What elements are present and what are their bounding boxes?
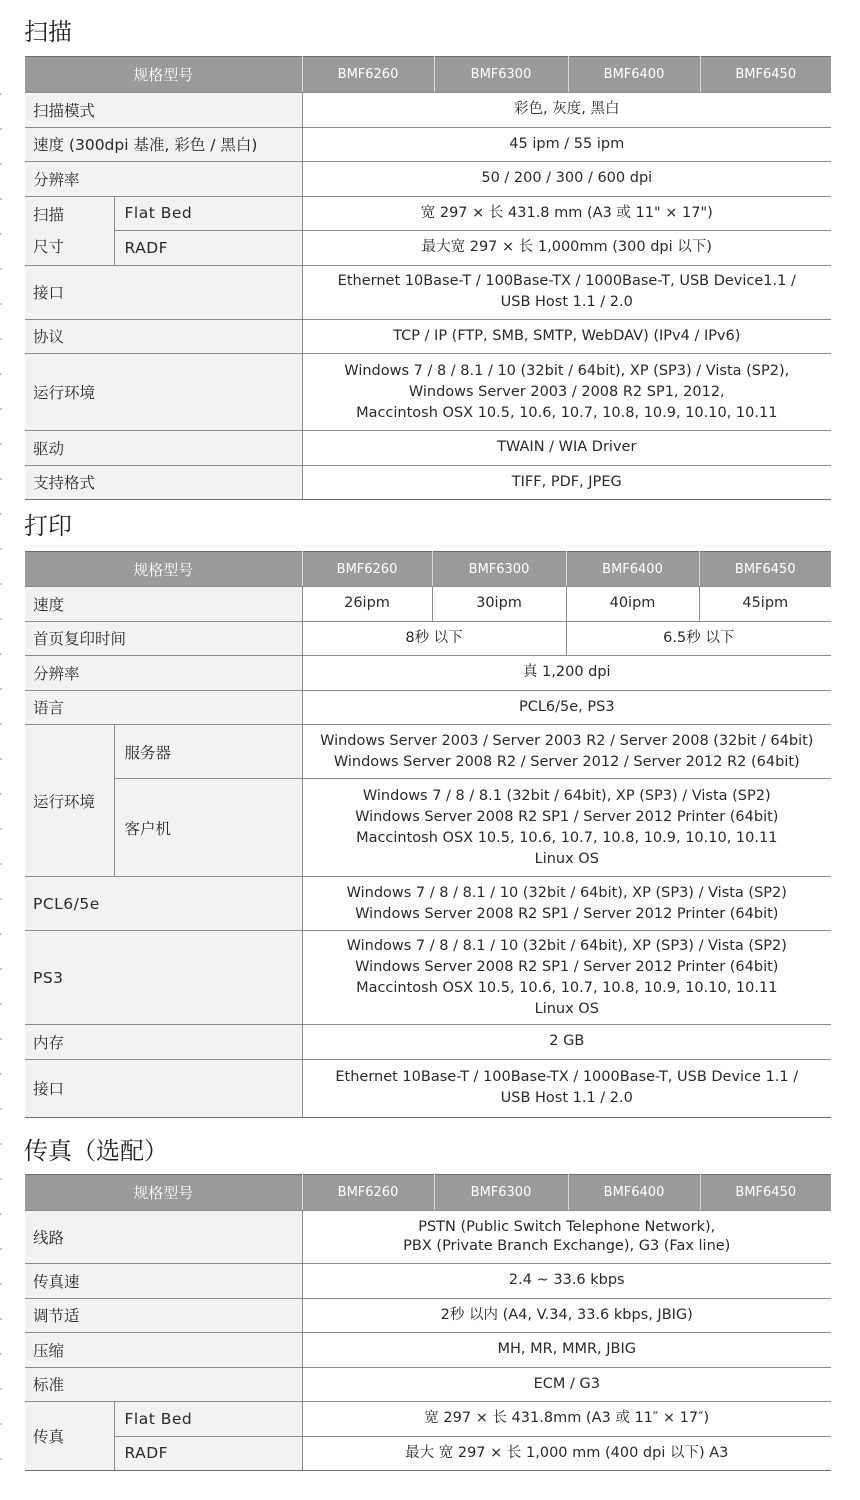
row-value-scan-environment bbox=[302, 354, 831, 431]
model-header-bmf6450: BMF6450 bbox=[700, 1175, 831, 1211]
row-label-scan-formats: 支持格式 bbox=[25, 465, 302, 500]
value-line: Windows Server 2008 R2 SP1 / Server 2012 Printer (64bit) bbox=[355, 905, 779, 922]
table-row bbox=[25, 1264, 831, 1299]
row-label-scan-environment: 运行环境 bbox=[25, 354, 302, 431]
model-header-bmf6300: BMF6300 bbox=[434, 57, 568, 93]
section-title-print: 打印 bbox=[24, 512, 72, 540]
sublabel-client: 客户机 bbox=[114, 779, 302, 877]
row-label-print-interface: 接口 bbox=[25, 1059, 302, 1117]
table-row bbox=[25, 431, 831, 466]
value-line: Linux OS bbox=[534, 850, 599, 867]
row-label-scan-speed: 速度 (300dpi 基准, 彩色 / 黑白) bbox=[25, 127, 302, 162]
row-label-pcl: PCL6/5e bbox=[25, 877, 302, 931]
value-line: Windows 7 / 8 / 8.1 / 10 (32bit / 64bit), XP (SP3) / Vista (SP2) bbox=[346, 884, 787, 901]
scan-spec-table bbox=[25, 56, 831, 500]
spec-model-header: 规格型号 bbox=[25, 1175, 302, 1211]
table-row bbox=[25, 587, 831, 622]
row-value-scan-driver: TWAIN / WIA Driver bbox=[302, 431, 831, 466]
row-value-fax-compression: MH, MR, MMR, JBIG bbox=[302, 1333, 831, 1368]
table-row bbox=[25, 231, 831, 266]
table-row bbox=[25, 1025, 831, 1060]
row-label-scan-size bbox=[25, 196, 114, 265]
value-line: Maccintosh OSX 10.5, 10.6, 10.7, 10.8, 10.9, 10.10, 10.11 bbox=[356, 829, 778, 846]
row-label-fax-modem: 调节适 bbox=[25, 1298, 302, 1333]
row-value-print-server bbox=[302, 725, 831, 779]
table-row bbox=[25, 196, 831, 231]
table-row bbox=[25, 690, 831, 725]
table-row bbox=[25, 1211, 831, 1264]
row-value-scan-formats: TIFF, PDF, JPEG bbox=[302, 465, 831, 500]
value-line: Windows Server 2003 / 2008 R2 SP1, 2012, bbox=[408, 383, 725, 400]
table-row bbox=[25, 162, 831, 197]
scan-size-label-line2: 尺寸 bbox=[33, 237, 65, 256]
value-first-copy-a: 8秒 以下 bbox=[302, 621, 566, 656]
value-line: USB Host 1.1 / 2.0 bbox=[500, 294, 633, 310]
row-value-print-language: PCL6/5e, PS3 bbox=[302, 690, 831, 725]
value-line: Windows Server 2008 R2 SP1 / Server 2012 Printer (64bit) bbox=[355, 808, 779, 825]
row-label-print-language: 语言 bbox=[25, 690, 302, 725]
row-value-scan-protocol: TCP / IP (FTP, SMB, SMTP, WebDAV) (IPv4 / IPv6) bbox=[302, 319, 831, 354]
table-row bbox=[25, 877, 831, 931]
table-row bbox=[25, 93, 831, 128]
row-value-print-resolution: 真 1,200 dpi bbox=[302, 656, 831, 691]
value-line: Ethernet 10Base-T / 100Base-TX / 1000Base-T, USB Device1.1 / bbox=[337, 273, 796, 289]
table-row bbox=[25, 354, 831, 431]
left-margin-ticks bbox=[0, 60, 2, 1460]
sublabel-server: 服务器 bbox=[114, 725, 302, 779]
row-label-scan-mode: 扫描模式 bbox=[25, 93, 302, 128]
row-value-fax-speed: 2.4 ~ 33.6 kbps bbox=[302, 1264, 831, 1299]
table-row bbox=[25, 1298, 831, 1333]
model-header-bmf6300: BMF6300 bbox=[432, 552, 566, 587]
row-value-scan-mode: 彩色, 灰度, 黑白 bbox=[302, 93, 831, 128]
table-row bbox=[25, 725, 831, 779]
model-header-bmf6450: BMF6450 bbox=[699, 552, 831, 587]
row-label-scan-driver: 驱动 bbox=[25, 431, 302, 466]
spec-model-header: 规格型号 bbox=[25, 57, 302, 93]
value-line: Windows 7 / 8 / 8.1 / 10 (32bit / 64bit), XP (SP3) / Vista (SP2), bbox=[344, 362, 790, 379]
table-row bbox=[25, 656, 831, 691]
value-speed-bmf6300: 30ipm bbox=[432, 587, 566, 622]
row-label-print-speed: 速度 bbox=[25, 587, 302, 622]
sublabel-radf: RADF bbox=[114, 1436, 302, 1471]
value-line: Linux OS bbox=[534, 1000, 599, 1017]
row-value-fax-line bbox=[302, 1211, 831, 1264]
row-value-fax-standard: ECM / G3 bbox=[302, 1367, 831, 1402]
row-label-print-environment: 运行环境 bbox=[25, 725, 114, 877]
model-header-bmf6260: BMF6260 bbox=[302, 57, 434, 93]
value-line: Ethernet 10Base-T / 100Base-TX / 1000Base-T, USB Device 1.1 / bbox=[335, 1069, 799, 1085]
print-spec-table bbox=[25, 551, 831, 1118]
table-row bbox=[25, 265, 831, 319]
table-row bbox=[25, 127, 831, 162]
table-row bbox=[25, 1059, 831, 1117]
row-value-scan-radf: 最大宽 297 × 长 1,000mm (300 dpi 以下) bbox=[302, 231, 831, 266]
value-speed-bmf6450: 45ipm bbox=[699, 587, 831, 622]
value-line: Windows Server 2003 / Server 2003 R2 / Server 2008 (32bit / 64bit) bbox=[320, 732, 814, 749]
model-header-bmf6400: BMF6400 bbox=[568, 57, 700, 93]
table-row bbox=[25, 1367, 831, 1402]
row-label-fax-standard: 标准 bbox=[25, 1367, 302, 1402]
table-row bbox=[25, 465, 831, 500]
table-header-row bbox=[25, 57, 831, 93]
row-label-ps3: PS3 bbox=[25, 931, 302, 1025]
table-row bbox=[25, 931, 831, 1025]
section-title-fax: 传真（选配） bbox=[24, 1137, 168, 1165]
row-value-ps3 bbox=[302, 931, 831, 1025]
table-header-row bbox=[25, 552, 831, 587]
table-header-row bbox=[25, 1175, 831, 1211]
model-header-bmf6400: BMF6400 bbox=[568, 1175, 700, 1211]
value-first-copy-b: 6.5秒 以下 bbox=[566, 621, 831, 656]
row-value-scan-resolution: 50 / 200 / 300 / 600 dpi bbox=[302, 162, 831, 197]
sublabel-flatbed: Flat Bed bbox=[114, 1402, 302, 1437]
row-label-memory: 内存 bbox=[25, 1025, 302, 1060]
table-row bbox=[25, 319, 831, 354]
value-line: USB Host 1.1 / 2.0 bbox=[500, 1090, 633, 1106]
row-label-scan-interface: 接口 bbox=[25, 265, 302, 319]
value-line: Maccintosh OSX 10.5, 10.6, 10.7, 10.8, 10.9, 10.10, 10.11 bbox=[356, 979, 778, 996]
value-speed-bmf6260: 26ipm bbox=[302, 587, 432, 622]
row-value-fax-flatbed: 宽 297 × 长 431.8mm (A3 或 11″ × 17″) bbox=[302, 1402, 831, 1437]
row-label-scan-protocol: 协议 bbox=[25, 319, 302, 354]
section-title-scan: 扫描 bbox=[24, 18, 72, 46]
value-line: Windows Server 2008 R2 SP1 / Server 2012 Printer (64bit) bbox=[355, 958, 779, 975]
model-header-bmf6400: BMF6400 bbox=[566, 552, 699, 587]
model-header-bmf6260: BMF6260 bbox=[302, 552, 432, 587]
table-row bbox=[25, 1436, 831, 1471]
model-header-bmf6450: BMF6450 bbox=[700, 57, 831, 93]
value-speed-bmf6400: 40ipm bbox=[566, 587, 699, 622]
value-line: Windows Server 2008 R2 / Server 2012 / Server 2012 R2 (64bit) bbox=[333, 753, 800, 770]
row-label-scan-resolution: 分辨率 bbox=[25, 162, 302, 197]
row-value-scan-flatbed: 宽 297 × 长 431.8 mm (A3 或 11" × 17") bbox=[302, 196, 831, 231]
value-line: Windows 7 / 8 / 8.1 / 10 (32bit / 64bit), XP (SP3) / Vista (SP2) bbox=[346, 937, 787, 954]
row-label-fax-size: 传真 bbox=[25, 1402, 114, 1471]
row-value-print-client bbox=[302, 779, 831, 877]
scan-size-label-line1: 扫描 bbox=[33, 205, 65, 224]
row-value-scan-interface bbox=[302, 265, 831, 319]
value-line: PBX (Private Branch Exchange), G3 (Fax line) bbox=[403, 1238, 731, 1254]
value-line: Windows 7 / 8 / 8.1 (32bit / 64bit), XP (SP3) / Vista (SP2) bbox=[362, 787, 771, 804]
row-value-fax-modem: 2秒 以内 (A4, V.34, 33.6 kbps, JBIG) bbox=[302, 1298, 831, 1333]
row-value-pcl bbox=[302, 877, 831, 931]
table-row bbox=[25, 779, 831, 877]
row-label-fax-speed: 传真速 bbox=[25, 1264, 302, 1299]
model-header-bmf6260: BMF6260 bbox=[302, 1175, 434, 1211]
sublabel-radf: RADF bbox=[114, 231, 302, 266]
row-value-memory: 2 GB bbox=[302, 1025, 831, 1060]
value-line: PSTN (Public Switch Telephone Network), bbox=[418, 1219, 716, 1235]
row-value-fax-radf: 最大 宽 297 × 长 1,000 mm (400 dpi 以下) A3 bbox=[302, 1436, 831, 1471]
spec-model-header: 规格型号 bbox=[25, 552, 302, 587]
fax-spec-table bbox=[25, 1174, 831, 1471]
table-row bbox=[25, 1333, 831, 1368]
sublabel-flatbed: Flat Bed bbox=[114, 196, 302, 231]
table-row bbox=[25, 621, 831, 656]
value-line: Maccintosh OSX 10.5, 10.6, 10.7, 10.8, 10.9, 10.10, 10.11 bbox=[356, 404, 778, 421]
row-label-fax-line: 线路 bbox=[25, 1211, 302, 1264]
row-label-print-resolution: 分辨率 bbox=[25, 656, 302, 691]
row-value-print-interface bbox=[302, 1059, 831, 1117]
table-row bbox=[25, 1402, 831, 1437]
row-label-fax-compression: 压缩 bbox=[25, 1333, 302, 1368]
row-value-scan-speed: 45 ipm / 55 ipm bbox=[302, 127, 831, 162]
model-header-bmf6300: BMF6300 bbox=[434, 1175, 568, 1211]
row-label-first-copy: 首页复印时间 bbox=[25, 621, 302, 656]
